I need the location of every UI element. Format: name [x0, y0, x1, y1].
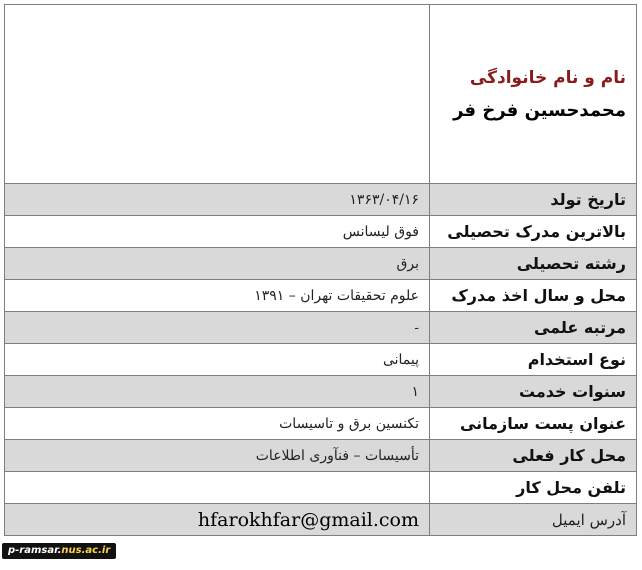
field-value: برق — [5, 248, 430, 280]
workplace-label: محل کار فعلی — [430, 440, 637, 472]
work-phone-label: تلفن محل کار — [430, 472, 637, 504]
photo-placeholder — [5, 5, 430, 184]
name-label: نام و نام خانوادگی — [469, 67, 626, 88]
table-row — [5, 440, 637, 472]
employment-type-label: نوع استخدام — [430, 344, 637, 376]
work-phone-value — [5, 472, 430, 504]
site-watermark — [2, 543, 116, 559]
employment-type-value: پیمانی — [5, 344, 430, 376]
table-row — [5, 216, 637, 248]
degree-label: بالاترین مدرک تحصیلی — [430, 216, 637, 248]
position-title-label: عنوان پست سازمانی — [430, 408, 637, 440]
email-value[interactable]: hfarokhfar@gmail.com — [5, 504, 430, 536]
table-row — [5, 280, 637, 312]
table-row — [5, 504, 637, 536]
table-row — [5, 408, 637, 440]
position-title-value: تکنسین برق و تاسیسات — [5, 408, 430, 440]
table-row — [5, 248, 637, 280]
degree-place-value: علوم تحقیقات تهران – ۱۳۹۱ — [5, 280, 430, 312]
academic-rank-value: - — [5, 312, 430, 344]
header-row — [5, 5, 637, 184]
degree-value: فوق لیسانس — [5, 216, 430, 248]
academic-rank-label: مرتبه علمی — [430, 312, 637, 344]
name-value: محمدحسین فرخ فر — [453, 99, 626, 121]
birth-date-label: تاریخ تولد — [430, 184, 637, 216]
service-years-value: ۱ — [5, 376, 430, 408]
degree-place-label: محل و سال اخذ مدرک — [430, 280, 637, 312]
profile-table — [4, 4, 637, 536]
workplace-value: تأسیسات – فنآوری اطلاعات — [5, 440, 430, 472]
watermark-prefix: p-ramsar. — [8, 545, 62, 556]
service-years-label: سنوات خدمت — [430, 376, 637, 408]
profile-sheet — [4, 4, 637, 563]
birth-date-value: ۱۳۶۳/۰۴/۱۶ — [5, 184, 430, 216]
table-row — [5, 184, 637, 216]
table-row — [5, 312, 637, 344]
name-cell — [430, 5, 637, 184]
field-label: رشته تحصیلی — [430, 248, 637, 280]
table-row — [5, 376, 637, 408]
table-row — [5, 472, 637, 504]
email-label: آدرس ایمیل — [430, 504, 637, 536]
table-row — [5, 344, 637, 376]
watermark-accent: nus.ac.ir — [61, 545, 111, 556]
